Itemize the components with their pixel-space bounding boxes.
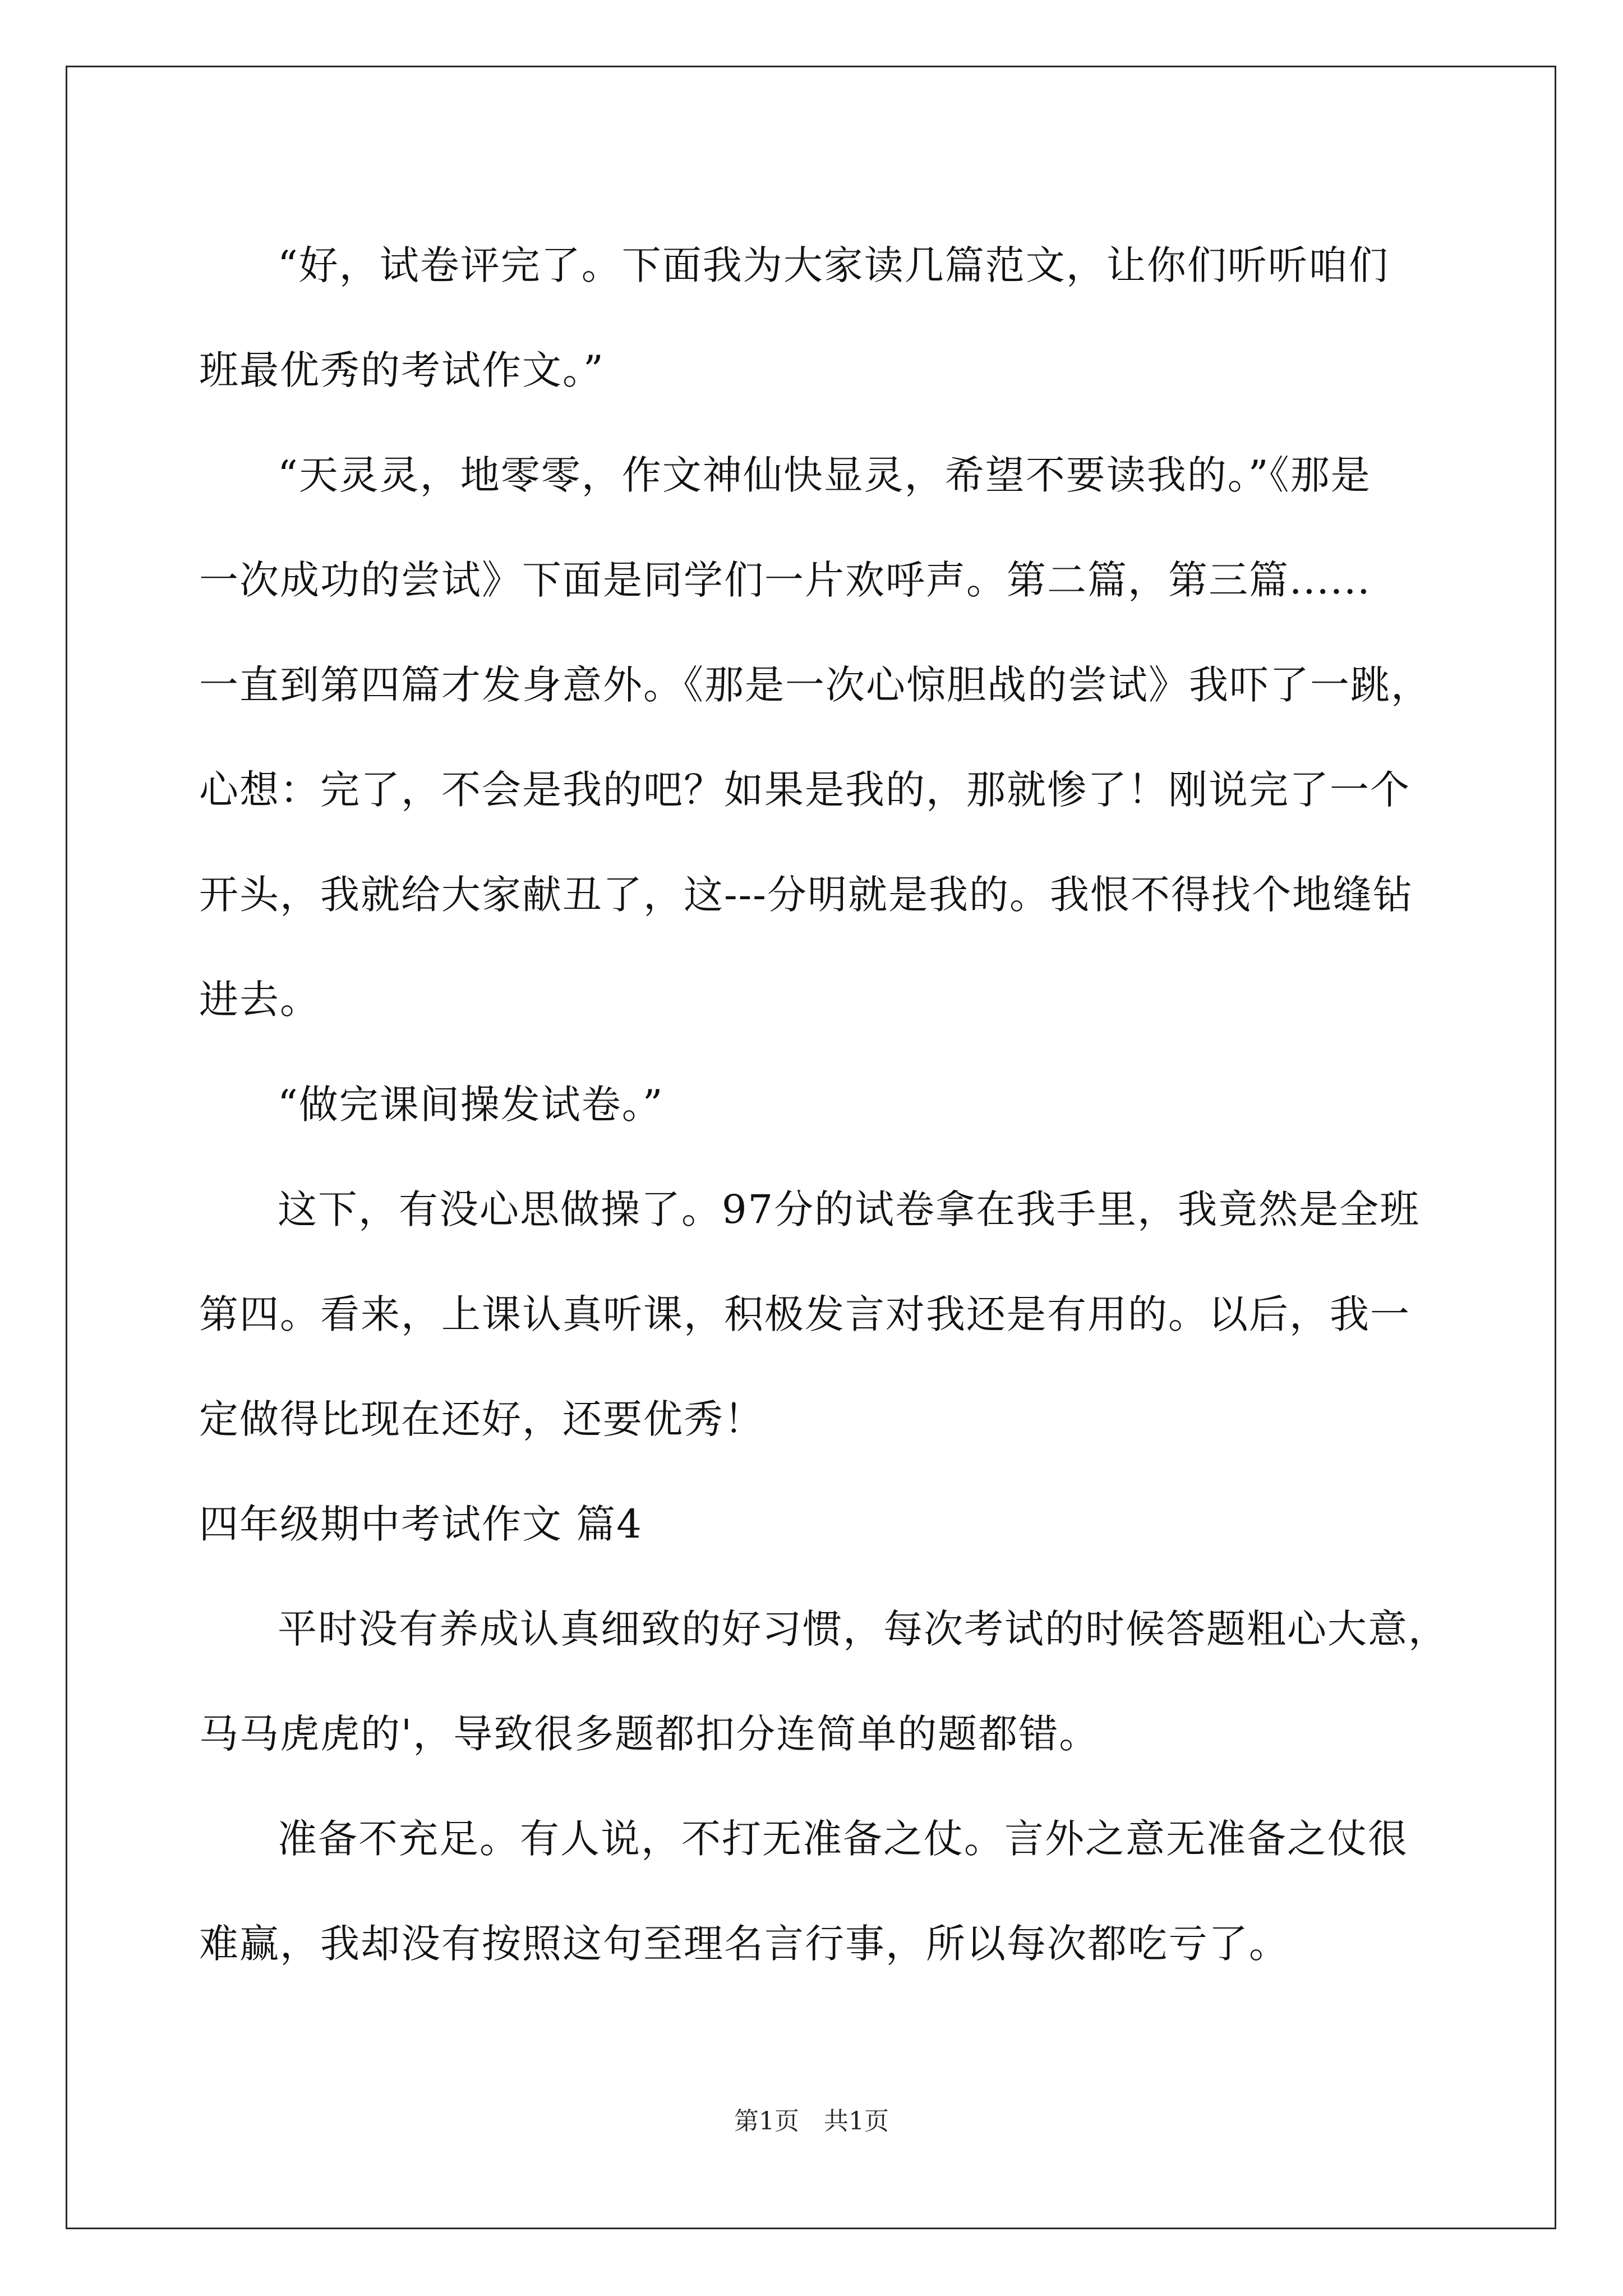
text-line: 准备不充足。有人说，不打无准备之仗。言外之意无准备之仗很	[278, 1816, 1408, 1862]
text-line: 定做得比现在还好，还要优秀！	[199, 1396, 764, 1442]
document-body	[199, 213, 1449, 1996]
text-line: 一直到第四篇才发身意外。《那是一次心惊胆战的尝试》我吓了一跳，	[199, 662, 1431, 708]
text-line: 马马虎虎的'，导致很多题都扣分连简单的题都错。	[199, 1711, 1100, 1757]
text-line: 进去。	[199, 977, 320, 1023]
text-line: “天灵灵，地零零，作文神仙快显灵，希望不要读我的。”《那是	[278, 452, 1371, 498]
text-line: “好，试卷评完了。下面我为大家读几篇范文，让你们听听咱们	[278, 242, 1389, 288]
text-line: 开头，我就给大家献丑了，这---分明就是我的。我恨不得找个地缝钻	[199, 872, 1413, 918]
text-line: 平时没有养成认真细致的好习惯，每次考试的时候答题粗心大意，	[278, 1606, 1449, 1652]
text-line: 一次成功的尝试》下面是同学们一片欢呼声。第二篇，第三篇......	[199, 557, 1371, 603]
text-line: 班最优秀的考试作文。”	[199, 347, 605, 393]
text-line: 第四。看来，上课认真听课，积极发言对我还是有用的。以后，我一	[199, 1291, 1410, 1337]
page-number-footer: 第1页 共1页	[734, 2107, 889, 2136]
text-line: “做完课间操发试卷。”	[278, 1082, 664, 1128]
section-heading: 四年级期中考试作文 篇4	[199, 1501, 643, 1547]
text-line: 这下，有没心思做操了。97分的试卷拿在我手里，我竟然是全班	[278, 1186, 1421, 1232]
text-line: 心想：完了，不会是我的吧？如果是我的，那就惨了！刚说完了一个	[199, 767, 1410, 813]
text-line: 难赢，我却没有按照这句至理名言行事，所以每次都吃亏了。	[199, 1921, 1289, 1967]
